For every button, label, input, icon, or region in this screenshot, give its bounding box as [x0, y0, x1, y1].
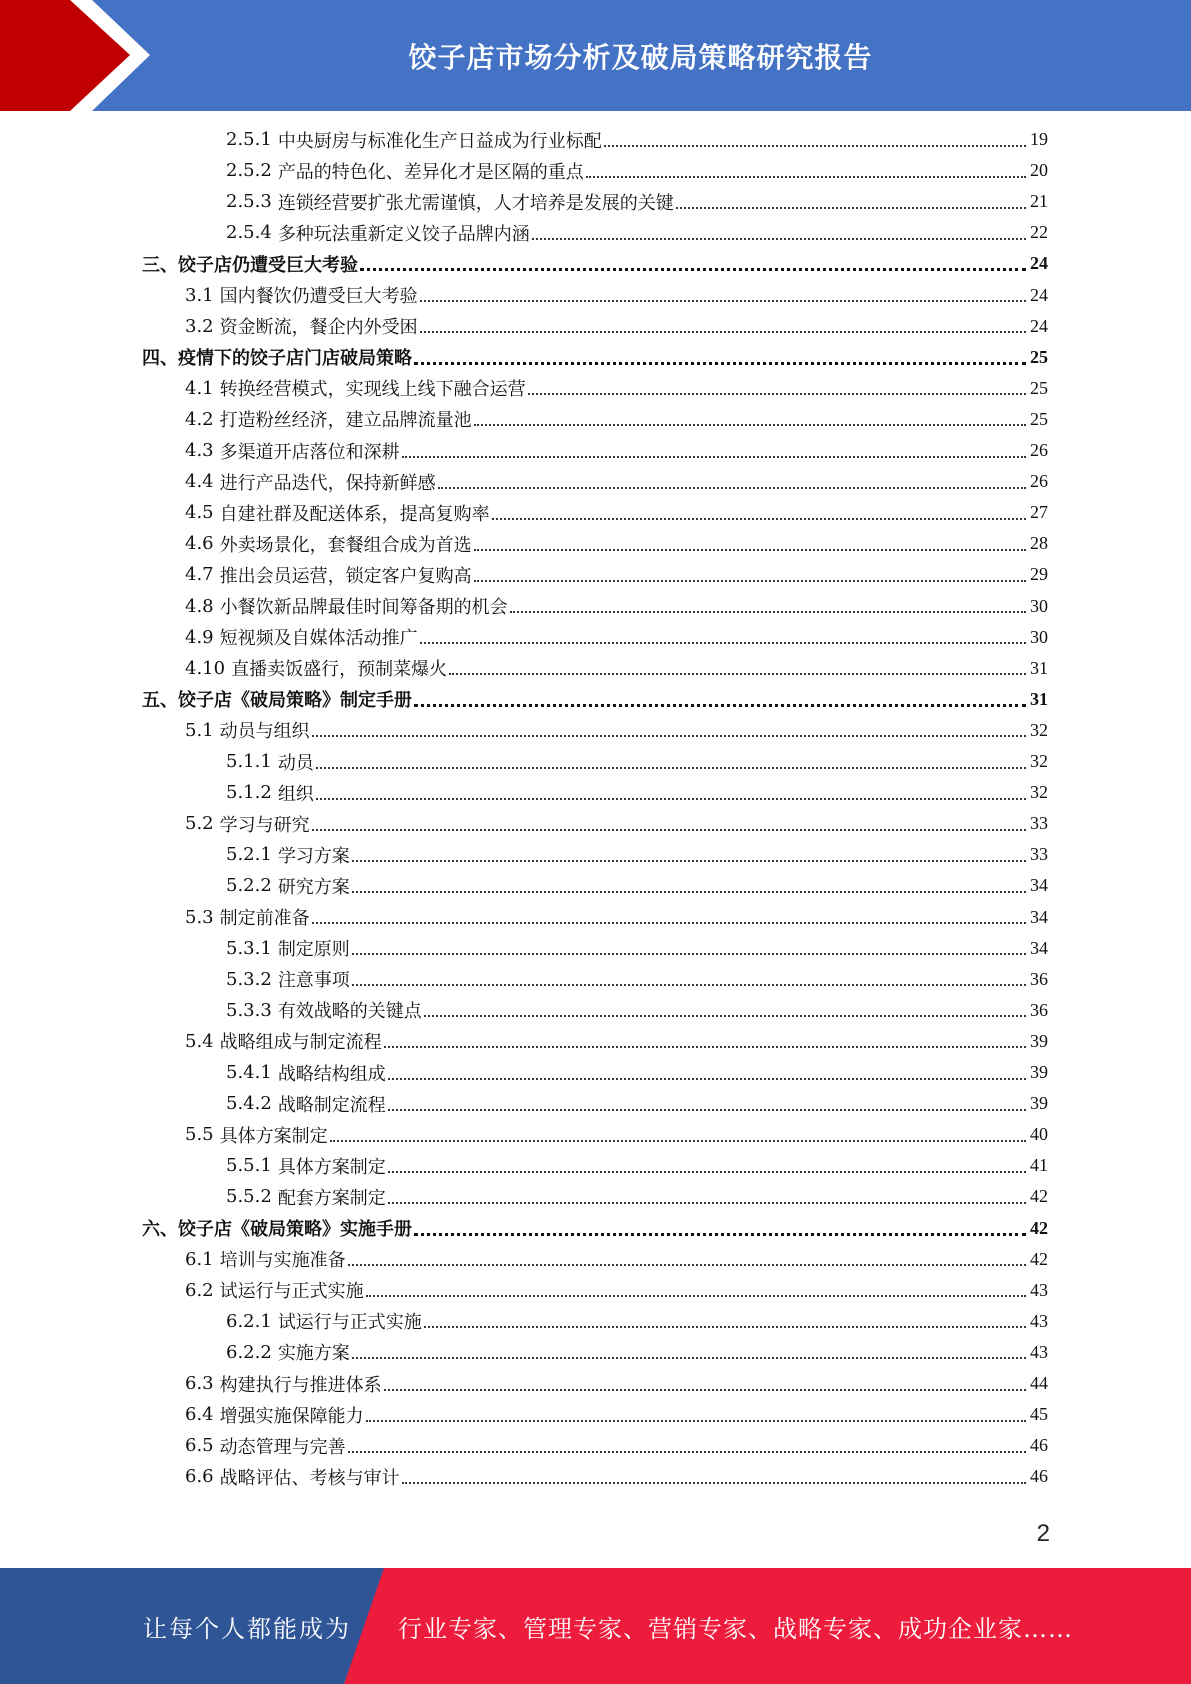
toc-entry[interactable]	[185, 591, 1048, 622]
toc-entry-title: 培训与实施准备	[219, 1250, 346, 1272]
toc-entry-page: 33	[1030, 844, 1048, 865]
toc-entry-page: 29	[1030, 564, 1048, 585]
toc-entry-page: 25	[1030, 408, 1048, 429]
toc-entry-number: 5.4.1	[226, 1062, 272, 1083]
toc-dot-leader	[414, 702, 1026, 707]
toc-entry-number: 6.3	[185, 1373, 214, 1394]
toc-entry[interactable]	[142, 1213, 1048, 1244]
toc-entry[interactable]	[226, 777, 1048, 808]
toc-entry[interactable]	[185, 1026, 1048, 1057]
toc-entry-page: 24	[1030, 315, 1048, 336]
toc-dot-leader	[676, 205, 1026, 209]
toc-entry-title: 资金断流，餐企内外受困	[219, 317, 418, 339]
toc-dot-leader	[366, 1418, 1026, 1422]
toc-entry-title: 连锁经营要扩张尤需谨慎，人才培养是发展的关键	[277, 192, 674, 214]
toc-entry-number: 5.1	[185, 719, 214, 741]
toc-entry-number: 4.9	[185, 626, 214, 648]
toc-dot-leader	[316, 765, 1026, 769]
page-number: 2	[1036, 1520, 1050, 1547]
toc-entry[interactable]	[142, 684, 1048, 715]
toc-entry-title: 三、饺子店仍遭受巨大考验	[142, 254, 358, 276]
toc-entry-title: 配套方案制定	[277, 1187, 386, 1209]
toc-dot-leader	[366, 1293, 1026, 1297]
toc-entry-page: 31	[1030, 688, 1048, 709]
toc-entry-page: 33	[1030, 813, 1048, 834]
toc-entry-page: 43	[1030, 1341, 1048, 1362]
toc-entry-page: 24	[1030, 284, 1048, 305]
toc-entry-number: 5.3.3	[226, 999, 272, 1021]
toc-entry-page: 27	[1030, 502, 1048, 523]
toc-entry-title: 具体方案制定	[219, 1125, 328, 1147]
toc-entry-page: 42	[1030, 1217, 1048, 1238]
toc-dot-leader	[352, 889, 1026, 893]
toc-entry-title: 学习与研究	[219, 814, 310, 836]
toc-entry-title: 战略结构组成	[277, 1063, 386, 1085]
toc-entry-number: 5.3.2	[226, 968, 272, 990]
toc-entry[interactable]	[226, 964, 1048, 995]
toc-dot-leader	[424, 1324, 1026, 1328]
toc-dot-leader	[414, 1231, 1026, 1236]
toc-entry-title: 试运行与正式实施	[277, 1312, 422, 1334]
toc-entry-title: 增强实施保障能力	[219, 1405, 364, 1427]
toc-entry-number: 6.6	[185, 1466, 214, 1488]
toc-entry-number: 6.2.2	[226, 1341, 272, 1363]
toc-entry-page: 25	[1030, 346, 1048, 367]
toc-entry-title: 试运行与正式实施	[219, 1281, 364, 1303]
toc-dot-leader	[402, 454, 1026, 458]
toc-dot-leader	[316, 796, 1026, 800]
toc-dot-leader	[474, 422, 1026, 426]
toc-entry-title: 转换经营模式，实现线上线下融合运营	[219, 379, 526, 401]
toc-entry-title: 外卖场景化，套餐组合成为首选	[219, 534, 472, 556]
toc-dot-leader	[586, 174, 1026, 178]
toc-entry-page: 32	[1030, 751, 1048, 771]
toc-entry[interactable]	[226, 870, 1048, 901]
toc-entry-title: 四、疫情下的饺子店门店破局策略	[142, 348, 412, 370]
toc-dot-leader	[474, 547, 1026, 551]
toc-entry[interactable]	[185, 559, 1048, 590]
toc-entry-page: 32	[1030, 719, 1048, 740]
toc-dot-leader	[352, 982, 1026, 986]
toc-entry[interactable]	[185, 373, 1048, 404]
toc-entry[interactable]	[226, 1181, 1048, 1212]
toc-entry-number: 4.1	[185, 377, 214, 399]
toc-entry-title: 战略评估、考核与审计	[219, 1467, 400, 1489]
toc-entry-title: 动员	[277, 752, 314, 774]
toc-entry-title: 具体方案制定	[277, 1156, 386, 1178]
toc-entry-title: 有效战略的关键点	[277, 1001, 422, 1023]
toc-entry[interactable]	[226, 1057, 1048, 1088]
toc-dot-leader	[352, 1355, 1026, 1359]
page-header	[0, 0, 1191, 111]
toc-entry-title: 打造粉丝经济，建立品牌流量池	[219, 410, 472, 432]
toc-dot-leader	[528, 391, 1026, 395]
toc-entry-page: 34	[1030, 937, 1048, 958]
toc-entry[interactable]	[226, 1337, 1048, 1368]
toc-entry-title: 直播卖饭盛行，预制菜爆火	[231, 659, 448, 681]
toc-entry-title: 国内餐饮仍遭受巨大考验	[219, 286, 418, 307]
toc-entry[interactable]	[226, 933, 1048, 964]
toc-entry-title: 自建社群及配送体系，提高复购率	[219, 503, 490, 525]
toc-entry-page: 43	[1030, 1310, 1048, 1331]
toc-entry-page: 21	[1030, 191, 1048, 212]
toc-entry-page: 30	[1030, 595, 1048, 616]
toc-dot-leader	[420, 640, 1026, 644]
toc-entry-page: 42	[1030, 1186, 1048, 1207]
toc-entry[interactable]	[185, 1430, 1048, 1461]
toc-dot-leader	[312, 920, 1026, 924]
toc-entry-page: 34	[1030, 875, 1048, 896]
toc-dot-leader	[348, 1262, 1026, 1266]
toc-entry-number: 2.5.2	[226, 160, 272, 182]
toc-entry-page: 36	[1030, 968, 1048, 989]
toc-dot-leader	[388, 1076, 1026, 1080]
toc-entry[interactable]	[185, 311, 1048, 342]
toc-dot-leader	[474, 578, 1026, 582]
toc-dot-leader	[388, 1169, 1026, 1173]
toc-entry-page: 25	[1030, 377, 1048, 398]
toc-entry-page: 31	[1030, 657, 1048, 678]
toc-entry-number: 5.5.2	[226, 1186, 272, 1208]
toc-dot-leader	[414, 360, 1026, 365]
toc-entry-title: 组织	[277, 783, 314, 805]
toc-entry-page: 39	[1030, 1062, 1048, 1082]
toc-entry-number: 5.2	[185, 813, 214, 835]
toc-entry-number: 6.2	[185, 1279, 214, 1301]
toc-entry-number: 4.3	[185, 440, 214, 461]
toc-entry-number: 6.5	[185, 1435, 214, 1457]
toc-entry-title: 实施方案	[277, 1343, 350, 1365]
toc-dot-leader	[510, 609, 1026, 613]
toc-dot-leader	[420, 329, 1026, 333]
footer-slogan-right: 行业专家、管理专家、营销专家、战略专家、成功企业家……	[398, 1614, 1073, 1643]
toc-dot-leader	[402, 1480, 1026, 1484]
toc-entry-number: 4.7	[185, 564, 214, 586]
toc-dot-leader	[352, 951, 1026, 955]
toc-entry-number: 5.1.2	[226, 782, 272, 804]
toc-entry-page: 41	[1030, 1155, 1048, 1176]
toc-entry-title: 多种玩法重新定义饺子品牌内涵	[277, 223, 530, 245]
toc-entry-page: 32	[1030, 782, 1048, 803]
toc-dot-leader	[330, 1138, 1026, 1142]
toc-entry-number: 4.6	[185, 533, 214, 555]
toc-dot-leader	[388, 1107, 1026, 1111]
toc-entry[interactable]	[226, 124, 1048, 155]
toc-entry[interactable]	[185, 466, 1048, 497]
toc-entry-title: 推出会员运营，锁定客户复购高	[219, 565, 472, 587]
toc-entry[interactable]	[226, 186, 1048, 217]
toc-entry-page: 39	[1030, 1030, 1048, 1051]
toc-dot-leader	[348, 1449, 1026, 1453]
toc-dot-leader	[360, 266, 1026, 271]
toc-entry[interactable]	[185, 653, 1048, 684]
toc-entry-number: 5.2.1	[226, 844, 272, 866]
toc-entry-page: 22	[1030, 222, 1048, 243]
toc-entry[interactable]	[226, 155, 1048, 186]
toc-entry[interactable]	[185, 1461, 1048, 1492]
toc-entry-number: 3.1	[185, 284, 214, 306]
toc-entry-title: 小餐饮新品牌最佳时间筹备期的机会	[219, 597, 508, 618]
toc-entry-page: 26	[1030, 471, 1048, 492]
toc-entry-page: 36	[1030, 999, 1048, 1020]
toc-entry-number: 5.2.2	[226, 875, 272, 897]
toc-entry-page: 39	[1030, 1093, 1048, 1114]
toc-entry-title: 产品的特色化、差异化才是区隔的重点	[277, 161, 584, 183]
toc-dot-leader	[492, 516, 1026, 520]
toc-entry-title: 动员与组织	[219, 721, 310, 743]
toc-entry-title: 研究方案	[277, 876, 350, 898]
toc-entry-page: 45	[1030, 1404, 1048, 1425]
toc-entry[interactable]	[185, 1399, 1048, 1430]
toc-entry-title: 注意事项	[277, 970, 350, 992]
toc-entry[interactable]	[142, 342, 1048, 373]
toc-entry-page: 30	[1030, 626, 1048, 647]
toc-entry[interactable]	[185, 1244, 1048, 1275]
toc-entry-title: 中央厨房与标准化生产日益成为行业标配	[277, 130, 602, 152]
toc-entry-number: 4.5	[185, 502, 214, 524]
toc-entry-title: 进行产品迭代，保持新鲜感	[219, 472, 436, 494]
report-title: 饺子店市场分析及破局策略研究报告	[408, 40, 873, 74]
toc-entry-number: 4.4	[185, 471, 214, 493]
toc-entry[interactable]	[185, 715, 1048, 746]
toc-dot-leader	[384, 1044, 1026, 1048]
toc-entry[interactable]	[226, 1088, 1048, 1119]
toc-dot-leader	[420, 298, 1026, 302]
toc-entry[interactable]	[185, 435, 1048, 466]
toc-dot-leader	[312, 827, 1026, 831]
toc-entry[interactable]	[185, 404, 1048, 435]
toc-entry[interactable]	[185, 622, 1048, 653]
toc-dot-leader	[384, 1387, 1026, 1391]
toc-entry-page: 26	[1030, 440, 1048, 460]
toc-entry-title: 六、饺子店《破局策略》实施手册	[142, 1219, 412, 1240]
toc-entry-title: 构建执行与推进体系	[219, 1374, 382, 1396]
toc-entry-page: 46	[1030, 1435, 1048, 1456]
toc-entry-number: 3.2	[185, 315, 214, 337]
toc-entry-number: 4.10	[185, 657, 226, 679]
toc-entry-page: 28	[1030, 533, 1048, 554]
toc-entry[interactable]	[226, 1306, 1048, 1337]
toc-entry[interactable]	[185, 497, 1048, 528]
toc-entry-number: 4.2	[185, 408, 214, 430]
toc-entry-title: 多渠道开店落位和深耕	[219, 441, 400, 463]
toc-dot-leader	[449, 671, 1026, 675]
toc-dot-leader	[388, 1200, 1026, 1204]
toc-entry[interactable]	[226, 746, 1048, 777]
toc-dot-leader	[604, 143, 1026, 147]
toc-entry-title: 战略制定流程	[277, 1094, 386, 1116]
toc-entry-page: 20	[1030, 160, 1048, 181]
toc-entry[interactable]	[185, 1275, 1048, 1306]
toc-entry-page: 43	[1030, 1279, 1048, 1300]
toc-entry-page: 46	[1030, 1466, 1048, 1487]
toc-entry-number: 5.3.1	[226, 937, 272, 959]
toc-entry-number: 5.5.1	[226, 1155, 272, 1177]
toc-entry-number: 6.2.1	[226, 1310, 272, 1332]
toc-entry-number: 5.1.1	[226, 751, 272, 772]
page-footer	[0, 1568, 1191, 1684]
toc-entry[interactable]	[185, 528, 1048, 559]
toc-entry-title: 动态管理与完善	[219, 1436, 346, 1458]
footer-slogan-left: 让每个人都能成为	[143, 1614, 351, 1643]
toc-entry-number: 5.4	[185, 1030, 214, 1052]
toc-entry-number: 5.3	[185, 906, 214, 928]
toc-entry-title: 战略组成与制定流程	[219, 1032, 382, 1054]
toc-entry[interactable]	[185, 280, 1048, 311]
toc-entry-number: 6.1	[185, 1248, 214, 1270]
toc-entry-page: 34	[1030, 906, 1048, 927]
toc-dot-leader	[532, 236, 1026, 240]
toc-entry[interactable]	[226, 217, 1048, 248]
toc-entry-page: 24	[1030, 253, 1048, 274]
toc-entry[interactable]	[226, 995, 1048, 1026]
toc-entry[interactable]	[185, 1368, 1048, 1399]
toc-entry-number: 2.5.4	[226, 222, 272, 244]
toc-entry[interactable]	[185, 902, 1048, 933]
toc-dot-leader	[352, 858, 1026, 862]
toc-entry-page: 19	[1030, 129, 1048, 149]
toc-entry-number: 4.8	[185, 595, 214, 617]
toc-entry-number: 2.5.1	[226, 129, 272, 150]
toc-entry[interactable]	[185, 808, 1048, 839]
toc-entry-title: 短视频及自媒体活动推广	[219, 628, 418, 650]
toc-entry-page: 42	[1030, 1248, 1048, 1269]
toc-entry-title: 制定前准备	[219, 908, 310, 929]
toc-entry-number: 6.4	[185, 1404, 214, 1426]
toc-entry-title: 五、饺子店《破局策略》制定手册	[142, 690, 412, 712]
toc-entry-page: 40	[1030, 1124, 1048, 1145]
toc-entry[interactable]	[185, 1119, 1048, 1150]
toc-entry[interactable]	[226, 839, 1048, 870]
toc-entry-number: 5.4.2	[226, 1093, 272, 1115]
toc-entry-number: 2.5.3	[226, 191, 272, 213]
toc-entry-number: 5.5	[185, 1124, 214, 1146]
toc-entry[interactable]	[226, 1150, 1048, 1181]
toc-dot-leader	[424, 1013, 1026, 1017]
toc-entry[interactable]	[142, 248, 1048, 279]
toc-dot-leader	[312, 733, 1026, 737]
toc-entry-title: 制定原则	[277, 939, 350, 961]
toc-entry-title: 学习方案	[277, 845, 350, 867]
toc-dot-leader	[438, 485, 1026, 489]
toc-entry-page: 44	[1030, 1373, 1048, 1393]
